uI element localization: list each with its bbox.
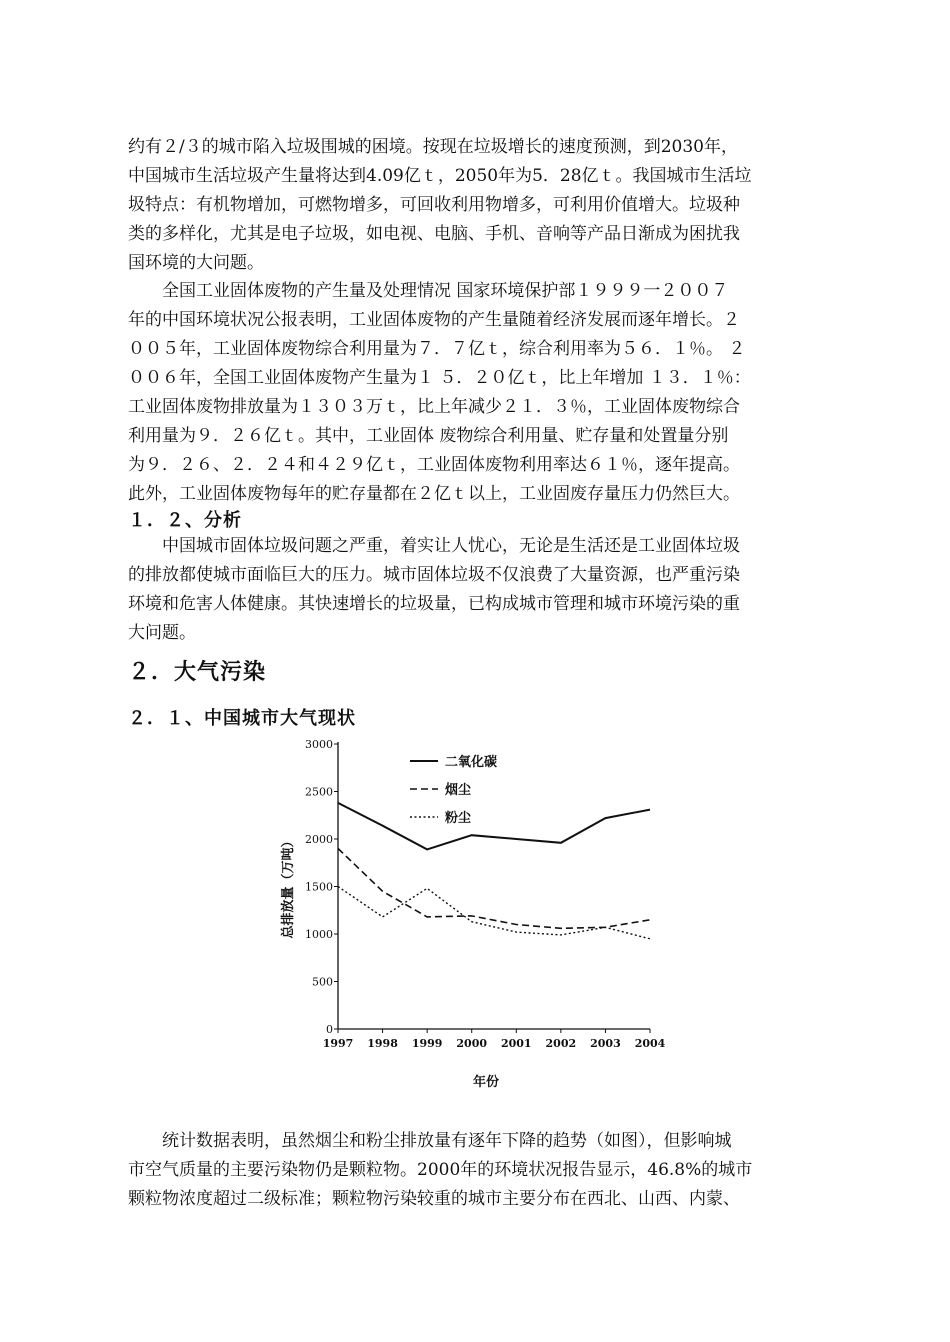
series-line-3 [338,887,650,939]
text-line: 颗粒物浓度超过二级标准；颗粒物污染较重的城市主要分布在西北、山西、内蒙、 [128,1189,740,1209]
y-tick-label: 500 [312,975,333,989]
x-tick-label: 1999 [411,1037,443,1050]
text-line: 为９．２６、２．２４和４２９亿ｔ，工业固体废物利用率达６１％，逐年提高。 [128,455,740,475]
x-tick-label: 2002 [545,1037,577,1050]
legend-label: 二氧化碳 [445,755,498,770]
x-tick-label: 2003 [590,1037,621,1050]
text-line: 国环境的大问题。 [128,253,264,273]
y-tick-label: 3000 [305,738,333,751]
section-heading-1-2: １．２、分析 [128,510,242,531]
x-tick-label: 2004 [634,1037,666,1050]
x-tick-label: 1997 [322,1037,354,1050]
x-tick-label: 2001 [500,1037,532,1050]
paragraph-3 [128,532,828,648]
text-line: 中国城市固体垃圾问题之严重，着实让人忧心，无论是生活还是工业固体垃圾 [128,536,740,556]
y-tick-label: 1500 [305,880,333,894]
series-line-1 [338,803,650,850]
paragraph-4 [128,1127,828,1214]
text-line: 全国工业固体废物的产生量及处理情况 国家环境保护部１９９９一２００７ [128,281,729,301]
y-axis-title: 总排放量（万吨） [281,834,296,939]
text-line: ００５年，工业固体废物综合利用量为７．７亿ｔ，综合利用率为５６．１％。 ２ [128,339,746,359]
legend-label: 烟尘 [445,783,472,798]
text-line: ００６年，全国工业固体废物产生量为１ ５．２０亿ｔ，比上年增加 １３．１％： [128,368,751,388]
x-tick-label: 1998 [367,1037,398,1050]
y-tick-label: 2000 [305,833,333,846]
text-line: 环境和危害人体健康。其快速增长的垃圾量，已构成城市管理和城市环境污染的重 [128,594,740,614]
series-line-2 [338,849,650,929]
text-line: 约有２/３的城市陷入垃圾围城的困境。按现在垃圾增长的速度预测，到2030年， [128,137,738,157]
text-line: 中国城市生活垃圾产生量将达到4.09亿ｔ，2050年为5．28亿ｔ。我国城市生活垃 [128,166,752,186]
legend-label: 粉尘 [445,811,472,826]
text-line: 类的多样化，尤其是电子垃圾，如电视、电脑、手机、音响等产品日渐成为困扰我 [128,224,740,244]
y-tick-label: 2500 [305,785,333,799]
emissions-line-chart [270,735,690,1095]
text-line: 此外，工业固体废物每年的贮存量都在２亿ｔ以上，工业固废存量压力仍然巨大。 [128,484,740,504]
text-line: 年的中国环境状况公报表明，工业固体废物的产生量随着经济发展而逐年增长。２ [128,310,740,330]
section-heading-2: ２．大气污染 [128,660,267,685]
x-axis-title: 年份 [472,1075,500,1090]
text-line: 的排放都使城市面临巨大的压力。城市固体垃圾不仅浪费了大量资源，也严重污染 [128,565,740,585]
text-line: 利用量为９．２６亿ｔ。其中，工业固体 废物综合利用量、贮存量和处置量分别 [128,426,729,446]
text-line: 工业固体废物排放量为１３０３万ｔ，比上年减少２１．３％，工业固体废物综合 [128,397,740,417]
y-tick-label: 1000 [305,928,333,941]
paragraph-1 [128,133,828,278]
text-line: 圾特点：有机物增加，可燃物增多，可回收利用物增多，可利用价值增大。垃圾种 [128,195,740,215]
text-line: 市空气质量的主要污染物仍是颗粒物。2000年的环境状况报告显示，46.8%的城市 [128,1160,753,1180]
text-line: 大问题。 [128,623,196,643]
section-heading-2-1: ２．１、中国城市大气现状 [128,708,356,729]
y-tick-label: 0 [326,1023,333,1036]
text-line: 统计数据表明，虽然烟尘和粉尘排放量有逐年下降的趋势（如图），但影响城 [128,1131,732,1151]
paragraph-2 [128,277,828,509]
x-tick-label: 2000 [456,1037,488,1050]
